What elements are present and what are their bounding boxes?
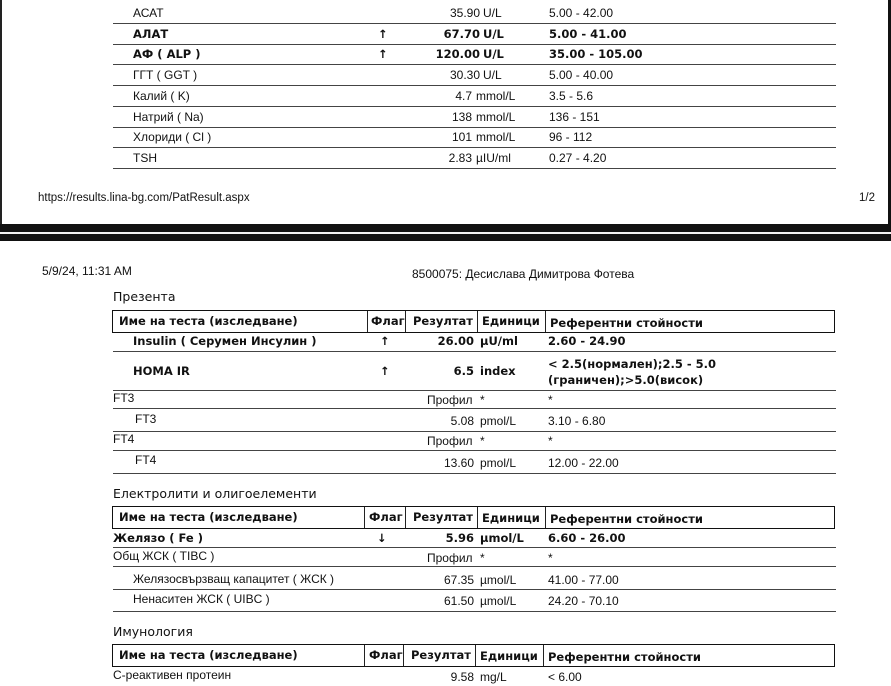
row-divider (113, 547, 836, 548)
test-ref: < 2.5(нормален);2.5 - 5.0 (548, 357, 717, 371)
test-ref: 35.00 - 105.00 (549, 47, 643, 61)
test-name: Ненаситен ЖСК ( UIBC ) (133, 592, 270, 606)
row-divider (113, 127, 836, 128)
page-break-line (0, 232, 891, 234)
test-name: АЛАТ (133, 27, 169, 41)
flag-down-icon: ↓ (377, 531, 387, 545)
test-unit: U/L (483, 27, 504, 41)
test-unit: * (480, 434, 485, 448)
header-unit: Единици (482, 314, 540, 328)
test-result: 138 (451, 110, 472, 124)
test-ref: 3.10 - 6.80 (548, 414, 606, 428)
flag-up-icon: ↑ (380, 334, 390, 348)
test-ref: 24.20 - 70.10 (548, 594, 619, 608)
footer-url: https://results.lina-bg.com/PatResult.aspx (38, 192, 250, 204)
header-name: Име на теста (изследване) (119, 510, 298, 524)
test-result: 67.35 (443, 573, 474, 587)
test-unit: * (480, 551, 485, 565)
row-divider (113, 64, 836, 65)
test-result: 61.50 (443, 594, 474, 608)
test-unit: mmol/L (476, 130, 516, 144)
test-unit: pmol/L (480, 414, 517, 428)
test-name: С-реактивен протеин (113, 668, 232, 682)
section-title: Презента (113, 289, 176, 304)
test-name: FT3 (135, 412, 157, 426)
test-name: TSH (133, 151, 157, 165)
test-name: Желязосвързващ капацитет ( ЖСК ) (133, 572, 335, 586)
test-unit: µmol/L (480, 594, 517, 608)
test-flag-profile: Профил (427, 434, 473, 448)
test-result: 2.83 (448, 151, 472, 165)
row-divider (113, 351, 836, 352)
test-ref: 6.60 - 26.00 (548, 531, 626, 545)
header-unit: Единици (480, 649, 538, 663)
test-unit: U/L (483, 6, 502, 20)
test-ref: 3.5 - 5.6 (549, 89, 594, 103)
table-header-row (112, 506, 835, 529)
header-name: Име на теста (изследване) (119, 648, 298, 662)
test-unit: pmol/L (480, 456, 517, 470)
row-divider (113, 85, 836, 86)
test-result: 35.90 (449, 6, 480, 20)
test-unit: U/L (483, 68, 502, 82)
test-unit: index (480, 364, 516, 378)
test-unit: µmol/L (480, 531, 524, 545)
test-flag-profile: Профил (427, 393, 473, 407)
test-name: FT4 (135, 453, 157, 467)
test-ref: * (548, 551, 553, 565)
test-name: Хлориди ( Cl ) (133, 130, 212, 144)
test-ref: 96 - 112 (549, 130, 593, 144)
test-result: 5.08 (450, 414, 474, 428)
header-ref: Референтни стойности (550, 512, 703, 526)
row-divider (113, 106, 836, 107)
test-result: 5.96 (445, 531, 474, 545)
row-divider (113, 390, 836, 391)
test-result: 101 (451, 130, 472, 144)
page-number: 1/2 (859, 192, 875, 204)
page-edge-left (0, 0, 2, 225)
table-header-row (112, 644, 835, 667)
header-ref: Референтни стойности (548, 650, 701, 664)
header-name: Име на теста (изследване) (119, 314, 298, 328)
header-result: Резултат (411, 648, 471, 662)
test-ref: 5.00 - 42.00 (549, 6, 614, 20)
row-divider (113, 566, 836, 567)
test-name: Insulin ( Серумен Инсулин ) (133, 334, 317, 348)
row-divider (113, 450, 836, 451)
patient-header: 8500075: Десислава Димитрова Фотева (412, 267, 635, 281)
header-result: Резултат (413, 510, 473, 524)
section-title: Имунология (113, 624, 193, 639)
print-datetime: 5/9/24, 11:31 AM (42, 264, 132, 278)
flag-up-icon: ↑ (380, 364, 390, 378)
test-ref: * (548, 393, 553, 407)
row-divider (113, 611, 836, 612)
row-divider (113, 23, 836, 24)
flag-up-icon: ↑ (378, 27, 388, 41)
test-result: 6.5 (453, 364, 474, 378)
test-unit: µIU/ml (476, 151, 511, 165)
row-divider (113, 431, 836, 432)
test-ref-line2: (граничен);>5.0(висок) (548, 373, 704, 387)
test-result: 13.60 (443, 456, 474, 470)
header-unit: Единици (482, 511, 540, 525)
test-name: АСАТ (133, 6, 164, 20)
test-ref: * (548, 434, 553, 448)
test-result: 67.70 (443, 27, 480, 41)
test-name: FT3 (113, 391, 135, 405)
test-result: 4.7 (455, 89, 472, 103)
test-ref: < 6.00 (548, 670, 582, 684)
test-unit: µmol/L (480, 573, 517, 587)
header-ref: Референтни стойности (550, 316, 703, 330)
test-name: Желязо ( Fe ) (113, 531, 203, 545)
test-unit: mg/L (480, 670, 507, 684)
test-result: 26.00 (437, 334, 474, 348)
table-header-row (112, 310, 835, 333)
test-unit: µU/ml (480, 334, 518, 348)
test-name: ГГТ ( GGT ) (133, 68, 198, 82)
row-divider (113, 44, 836, 45)
test-ref: 0.27 - 4.20 (549, 151, 607, 165)
test-ref: 5.00 - 40.00 (549, 68, 614, 82)
test-ref: 136 - 151 (549, 110, 600, 124)
test-name: HOMA IR (133, 364, 190, 378)
test-ref: 2.60 - 24.90 (548, 334, 626, 348)
test-ref: 5.00 - 41.00 (549, 27, 627, 41)
test-name: FT4 (113, 432, 135, 446)
test-unit: mmol/L (476, 89, 516, 103)
row-divider (113, 147, 836, 148)
test-unit: * (480, 393, 485, 407)
row-divider (113, 408, 836, 409)
row-divider (113, 589, 836, 590)
test-unit: U/L (483, 47, 504, 61)
header-flag: Флаг (369, 510, 403, 524)
header-flag: Флаг (371, 314, 405, 328)
test-ref: 41.00 - 77.00 (548, 573, 619, 587)
test-name: Натрий ( Na) (133, 110, 204, 124)
row-divider (113, 168, 836, 169)
test-result: 30.30 (449, 68, 480, 82)
section-title: Електролити и олигоелементи (113, 486, 317, 501)
test-ref: 12.00 - 22.00 (548, 456, 619, 470)
header-flag: Флаг (369, 648, 403, 662)
row-divider (113, 473, 836, 474)
test-result: 120.00 (435, 47, 480, 61)
test-name: Калий ( K) (133, 89, 190, 103)
test-name: АФ ( ALP ) (133, 47, 201, 61)
flag-up-icon: ↑ (378, 47, 388, 61)
test-unit: mmol/L (476, 110, 516, 124)
test-flag-profile: Профил (427, 551, 473, 565)
test-result: 9.58 (450, 670, 474, 684)
header-result: Резултат (413, 314, 473, 328)
test-name: Общ ЖСК ( TIBC ) (113, 549, 215, 563)
